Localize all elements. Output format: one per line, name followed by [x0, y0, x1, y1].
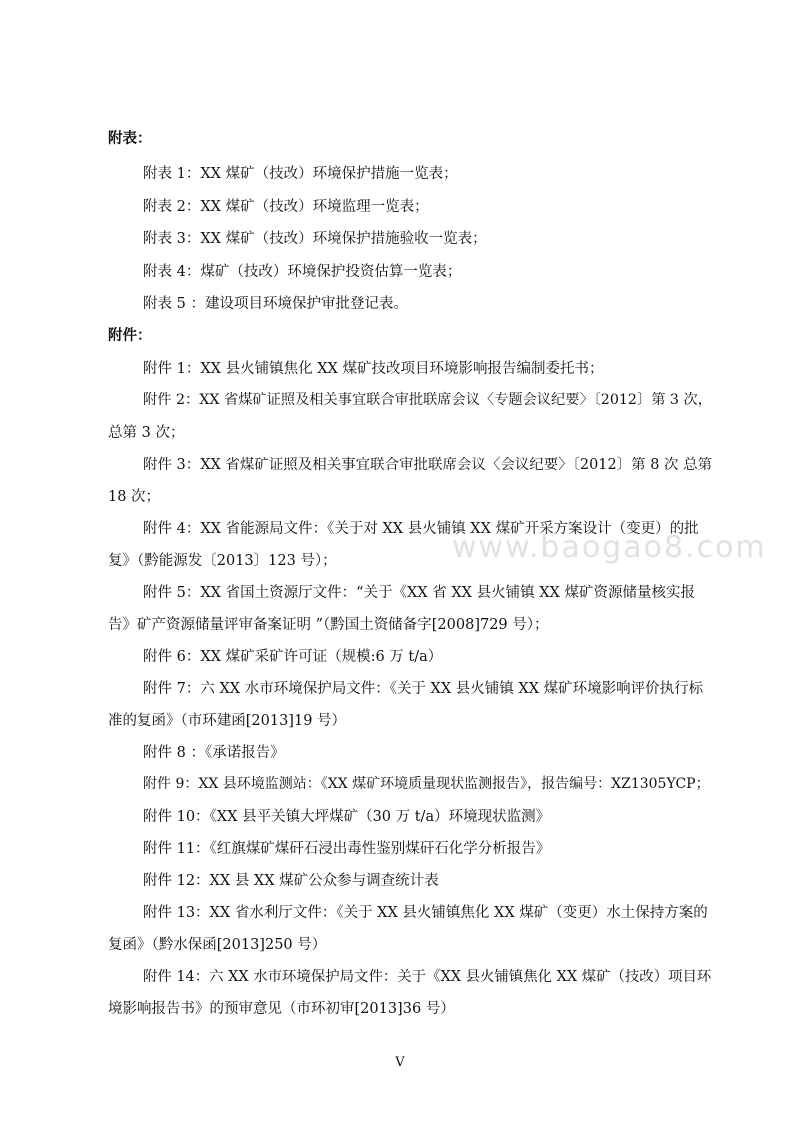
- attachment-item-continuation: 境影响报告书》的预审意见（市环初审[2013]36 号）: [108, 1001, 455, 1017]
- attachment-item: 附件 12：XX 县 XX 煤矿公众参与调查统计表: [143, 873, 439, 889]
- attachment-item: 附件 11：《红旗煤矿煤矸石浸出毒性鉴别煤矸石化学分析报告》: [143, 841, 551, 857]
- attachment-item: 附件 1：XX 县火铺镇焦化 XX 煤矿技改项目环境影响报告编制委托书；: [143, 361, 604, 377]
- attachment-item-continuation: 告》矿产资源储量评审备案证明 ”（黔国土资储备字[2008]729 号）；: [108, 617, 549, 633]
- attachment-item-continuation: 总第 3 次；: [108, 425, 185, 441]
- attached-table-item: 附表 2：XX 煤矿（技改）环境监理一览表；: [143, 199, 429, 215]
- attachment-item: 附件 4：XX 省能源局文件：《关于对 XX 县火铺镇 XX 煤矿开采方案设计（变更）的批: [143, 521, 699, 537]
- attachment-item: 附件 10：《XX 县平关镇大坪煤矿（30 万 t/a）环境现状监测》: [143, 809, 551, 825]
- attachment-item: 附件 9：XX 县环境监测站：《XX 煤矿环境质量现状监测报告》，报告编号：XZ1305YCP；: [143, 776, 710, 792]
- attachment-item: 附件 3：XX 省煤矿证照及相关事宜联合审批联席会议〈会议纪要〉〔2012〕第 8 次 总第: [143, 457, 713, 473]
- attachment-item: 附件 8 ：《承诺报告》: [143, 745, 285, 761]
- attachment-item: 附件 5：XX 省国土资源厅文件：“关于《XX 省 XX 县火铺镇 XX 煤矿资源储量核实报: [143, 585, 695, 601]
- watermark: www.baogao8.com: [452, 530, 767, 565]
- attachment-item: 附件 14：六 XX 水市环境保护局文件：关于《XX 县火铺镇焦化 XX 煤矿（技改）项目环: [143, 969, 712, 985]
- attached-tables-heading: 附表：: [108, 130, 152, 147]
- attachment-item: 附件 6：XX 煤矿采矿许可证（规模:6 万 t/a）: [143, 649, 443, 665]
- attached-table-item: 附表 3：XX 煤矿（技改）环境保护措施验收一览表；: [143, 231, 487, 247]
- attached-table-item: 附表 5 ：建设项目环境保护审批登记表。: [143, 296, 408, 312]
- attachment-item-continuation: 复函》（黔水保函[2013]250 号）: [108, 937, 327, 953]
- attachment-item-continuation: 准的复函》（市环建函[2013]19 号）: [108, 713, 347, 729]
- attachment-item: 附件 2：XX 省煤矿证照及相关事宜联合审批联席会议〈专题会议纪要〉〔2012〕第 3 次，: [143, 392, 712, 408]
- attachment-item-continuation: 18 次；: [108, 489, 161, 505]
- attachment-item: 附件 7：六 XX 水市环境保护局文件：《关于 XX 县火铺镇 XX 煤矿环境影响评价执行标: [143, 681, 704, 697]
- attachments-heading: 附件：: [108, 327, 152, 344]
- page-number: V: [395, 1055, 405, 1070]
- attachment-item: 附件 13：XX 省水利厅文件：《关于 XX 县火铺镇焦化 XX 煤矿（变更）水土保持方案的: [143, 905, 708, 921]
- attached-table-item: 附表 4：煤矿（技改）环境保护投资估算一览表；: [143, 264, 462, 280]
- attachment-item-continuation: 复》（黔能源发〔2013〕123 号）；: [108, 553, 337, 569]
- attached-table-item: 附表 1：XX 煤矿（技改）环境保护措施一览表；: [143, 166, 458, 182]
